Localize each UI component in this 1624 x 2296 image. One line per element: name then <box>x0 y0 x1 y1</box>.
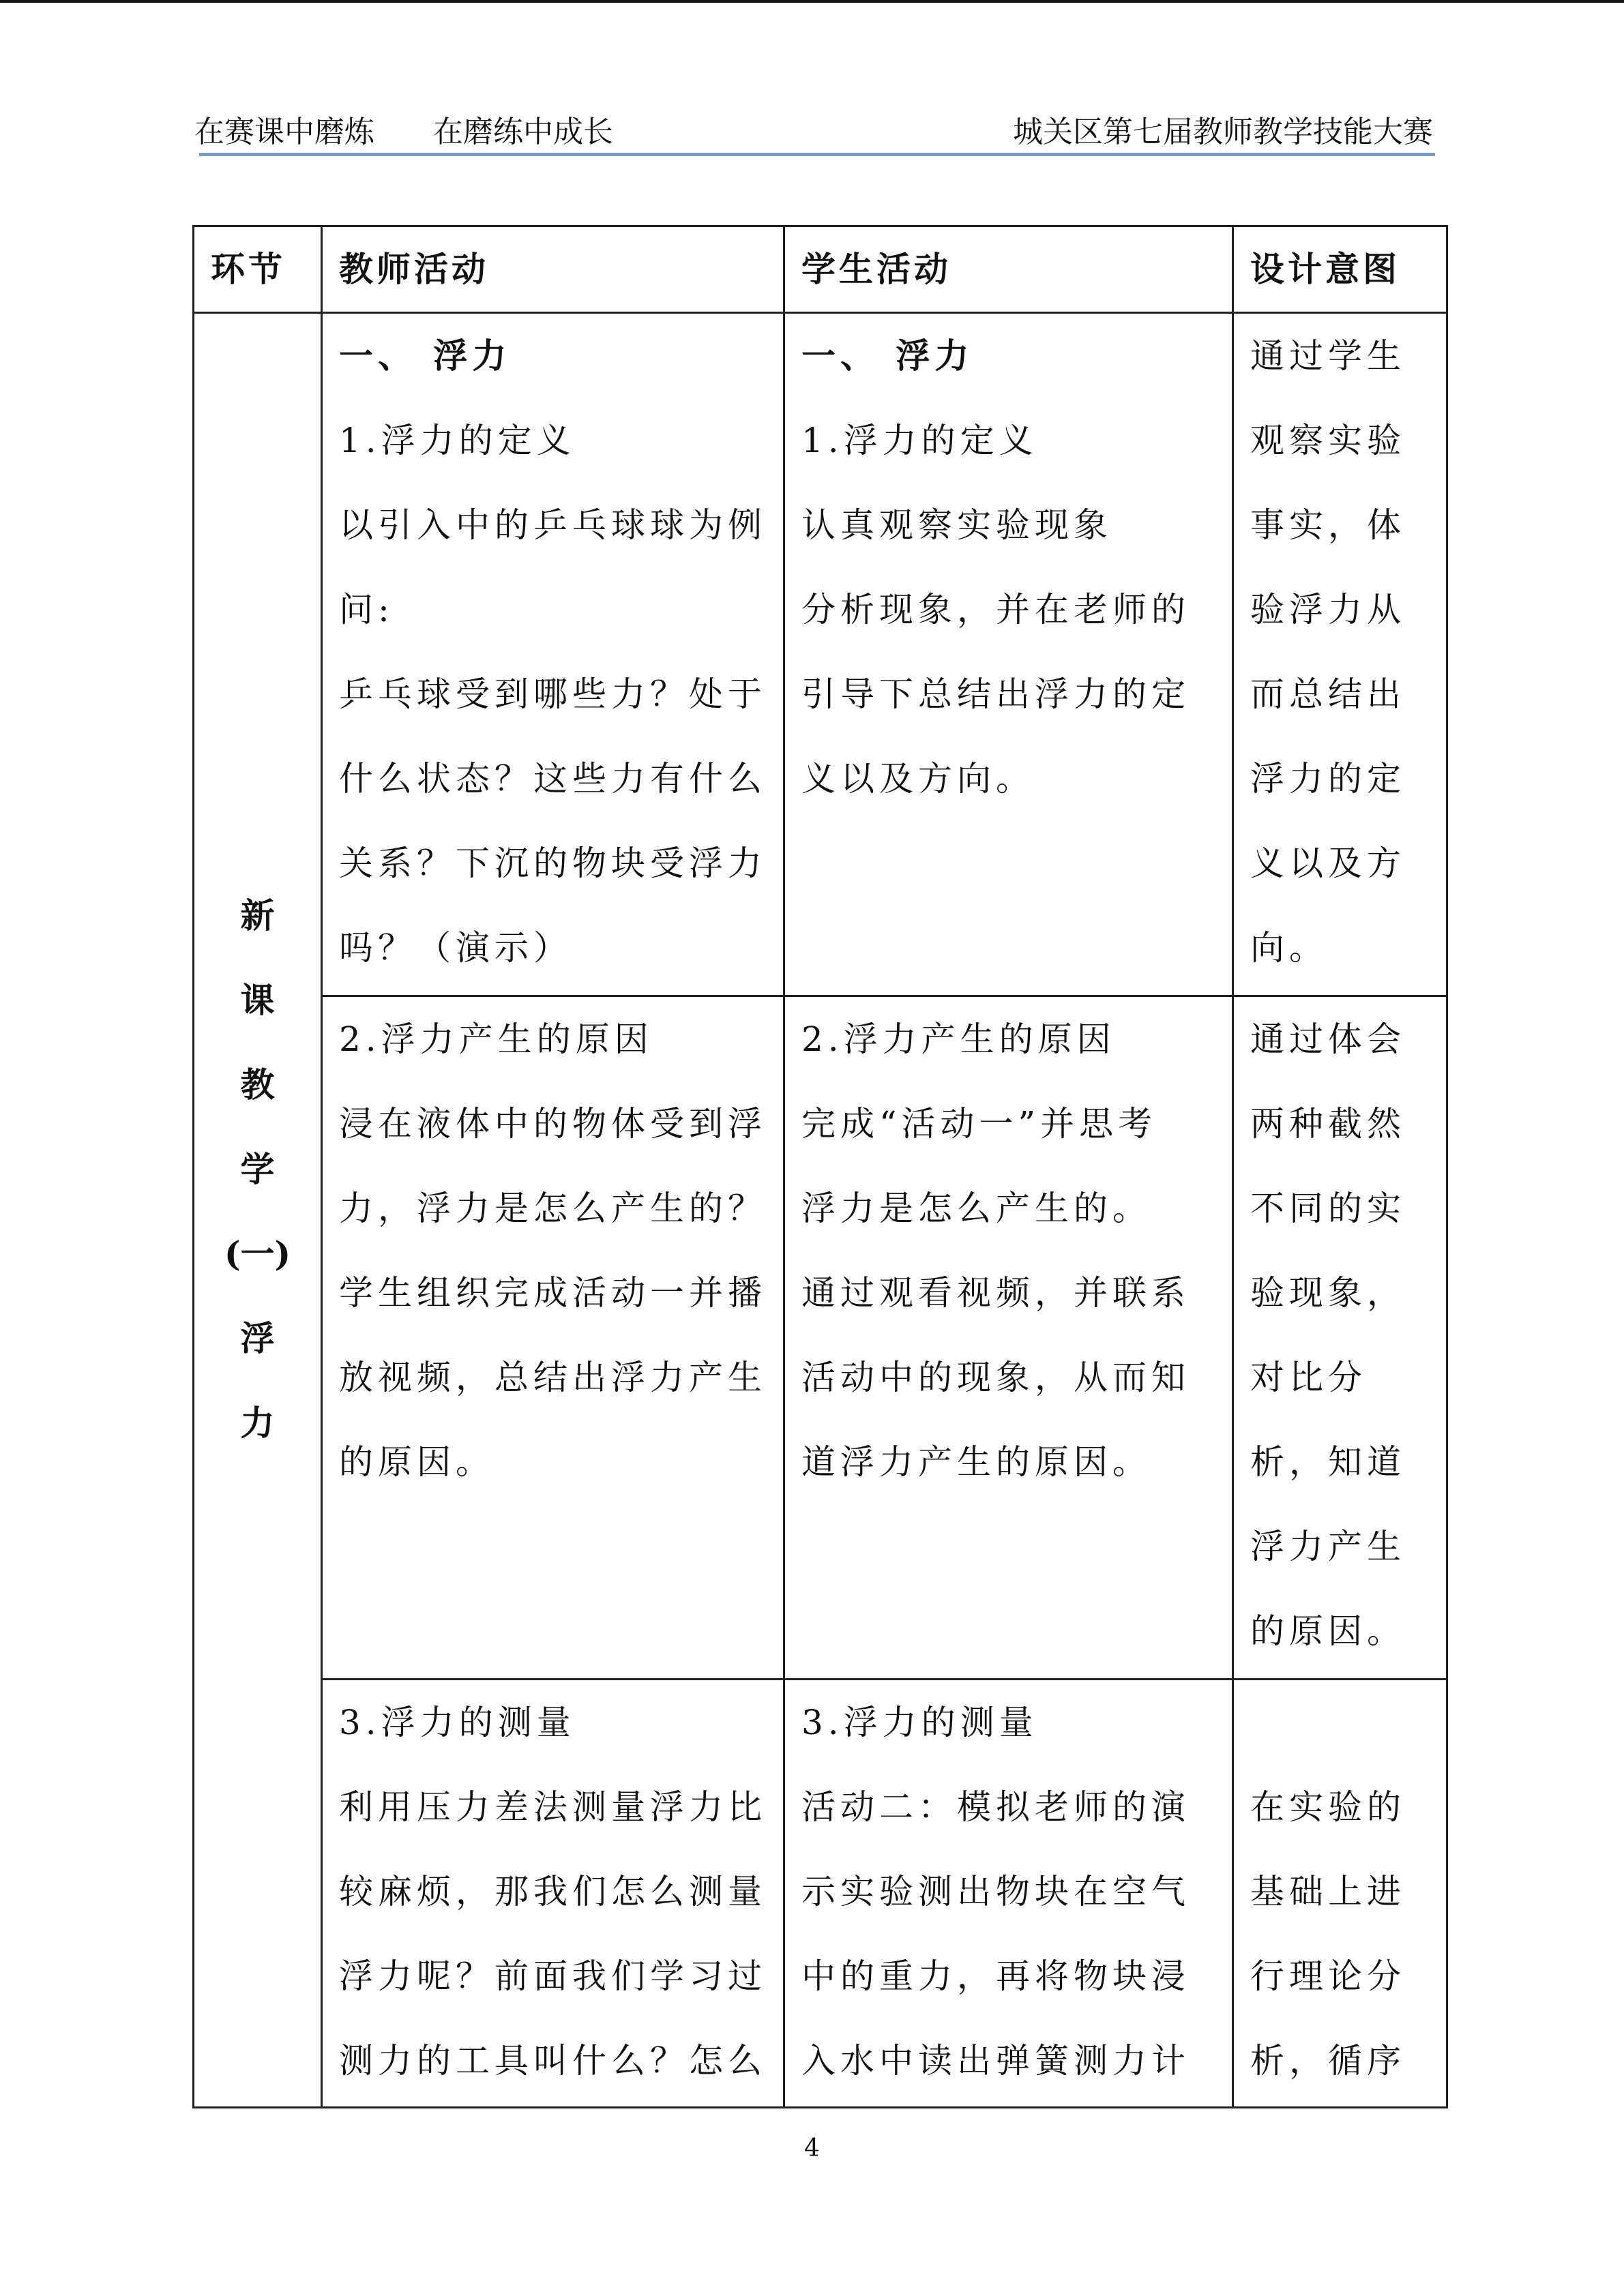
teacher-line: 浮力呢？前面我们学习过 <box>339 1956 767 1996</box>
section-char: (一) <box>224 1233 291 1274</box>
teacher-line: 吗？（演示） <box>339 928 572 968</box>
intent-cell <box>1233 996 1447 1680</box>
intent-cell <box>1233 1680 1447 2108</box>
section-char: 教 <box>240 1064 275 1105</box>
intent-line: 观察实验 <box>1250 421 1406 460</box>
student-cell <box>784 313 1233 996</box>
intent-line: 的原因。 <box>1250 1611 1406 1651</box>
page-number: 4 <box>804 2134 820 2162</box>
table-row <box>194 313 1447 996</box>
student-line: 完成“活动一”并思考 <box>801 1104 1157 1144</box>
student-cell <box>784 996 1233 1680</box>
header-rule <box>199 153 1435 156</box>
lesson-plan-table <box>192 225 1448 2108</box>
table-row <box>194 1680 1447 2108</box>
teacher-line: 学生组织完成活动一并播 <box>339 1273 767 1313</box>
intent-line: 浮力产生 <box>1250 1527 1406 1566</box>
intent-line: 而总结出 <box>1250 674 1406 714</box>
intent-line: 向。 <box>1250 928 1328 968</box>
teacher-line: 较麻烦，那我们怎么测量 <box>339 1872 767 1911</box>
page-top-border <box>0 0 1624 3</box>
teacher-heading: 一、 浮力 <box>339 336 512 376</box>
intent-line: 通过学生 <box>1250 336 1406 376</box>
intent-cell <box>1233 313 1447 996</box>
teacher-line: 1.浮力的定义 <box>339 421 576 460</box>
student-line: 示实验测出物块在空气 <box>801 1872 1190 1911</box>
teacher-line: 测力的工具叫什么？怎么 <box>339 2041 767 2081</box>
teacher-line: 以引入中的乒乓球球为例 <box>339 505 767 545</box>
col-header-student: 学生活动 <box>784 226 1233 313</box>
header-left <box>194 112 613 153</box>
section-label <box>194 313 322 2108</box>
table-row <box>194 996 1447 1680</box>
col-header-intent: 设计意图 <box>1233 226 1447 313</box>
student-line: 道浮力产生的原因。 <box>801 1442 1151 1482</box>
teacher-line: 浸在液体中的物体受到浮 <box>339 1104 767 1144</box>
teacher-cell <box>322 996 784 1680</box>
col-header-stage: 环节 <box>194 226 322 313</box>
intent-line: 对比分 <box>1250 1358 1367 1397</box>
intent-line: 析，知道 <box>1250 1442 1406 1482</box>
section-char: 课 <box>240 979 275 1020</box>
intent-line: 在实验的 <box>1250 1787 1406 1827</box>
table-header-row <box>194 226 1447 313</box>
header-right: 城关区第七届教师教学技能大赛 <box>1013 115 1433 149</box>
intent-line: 验浮力从 <box>1250 590 1406 629</box>
section-char: 学 <box>240 1148 275 1189</box>
student-line: 活动中的现象，从而知 <box>801 1358 1190 1397</box>
student-line: 认真观察实验现象 <box>801 505 1112 545</box>
student-heading: 一、 浮力 <box>801 336 974 376</box>
intent-line: 浮力的定 <box>1250 759 1406 799</box>
teacher-line: 问: <box>339 590 394 629</box>
student-line: 义以及方向。 <box>801 759 1035 799</box>
intent-line: 义以及方 <box>1250 844 1406 883</box>
teacher-line: 关系？下沉的物块受浮力 <box>339 844 767 883</box>
teacher-cell <box>322 1680 784 2108</box>
student-line: 入水中读出弹簧测力计 <box>801 2041 1190 2081</box>
intent-line: 验现象， <box>1250 1273 1406 1313</box>
student-cell <box>784 1680 1233 2108</box>
intent-line: 两种截然 <box>1250 1104 1406 1144</box>
section-char: 力 <box>240 1402 275 1443</box>
student-line: 活动二：模拟老师的演 <box>801 1787 1190 1827</box>
intent-line: 行理论分 <box>1250 1956 1406 1996</box>
section-char: 浮 <box>240 1317 275 1358</box>
intent-line: 不同的实 <box>1250 1189 1406 1228</box>
student-line: 浮力是怎么产生的。 <box>801 1189 1151 1228</box>
header-left-part2: 在磨练中成长 <box>433 115 613 149</box>
teacher-line: 2.浮力产生的原因 <box>339 1019 653 1059</box>
teacher-line: 的原因。 <box>339 1442 494 1482</box>
teacher-line: 乒乓球受到哪些力？处于 <box>339 674 767 714</box>
intent-line: 事实，体 <box>1250 505 1406 545</box>
header-left-part1: 在赛课中磨炼 <box>194 115 374 149</box>
student-line: 引导下总结出浮力的定 <box>801 674 1190 714</box>
student-line: 1.浮力的定义 <box>801 421 1038 460</box>
teacher-line: 力，浮力是怎么产生的？ <box>339 1189 767 1228</box>
student-line: 中的重力，再将物块浸 <box>801 1956 1190 1996</box>
teacher-line: 放视频，总结出浮力产生 <box>339 1358 767 1397</box>
student-line: 通过观看视频，并联系 <box>801 1273 1190 1313</box>
student-line: 3.浮力的测量 <box>801 1703 1038 1742</box>
teacher-line: 利用压力差法测量浮力比 <box>339 1787 767 1827</box>
student-line: 2.浮力产生的原因 <box>801 1019 1116 1059</box>
teacher-cell <box>322 313 784 996</box>
student-line: 分析现象，并在老师的 <box>801 590 1190 629</box>
intent-line: 通过体会 <box>1250 1019 1406 1059</box>
intent-line: 析，循序 <box>1250 2041 1406 2081</box>
section-char: 新 <box>240 895 275 936</box>
col-header-teacher: 教师活动 <box>322 226 784 313</box>
teacher-line: 什么状态？这些力有什么 <box>339 759 767 799</box>
intent-line: 基础上进 <box>1250 1872 1406 1911</box>
teacher-line: 3.浮力的测量 <box>339 1703 576 1742</box>
